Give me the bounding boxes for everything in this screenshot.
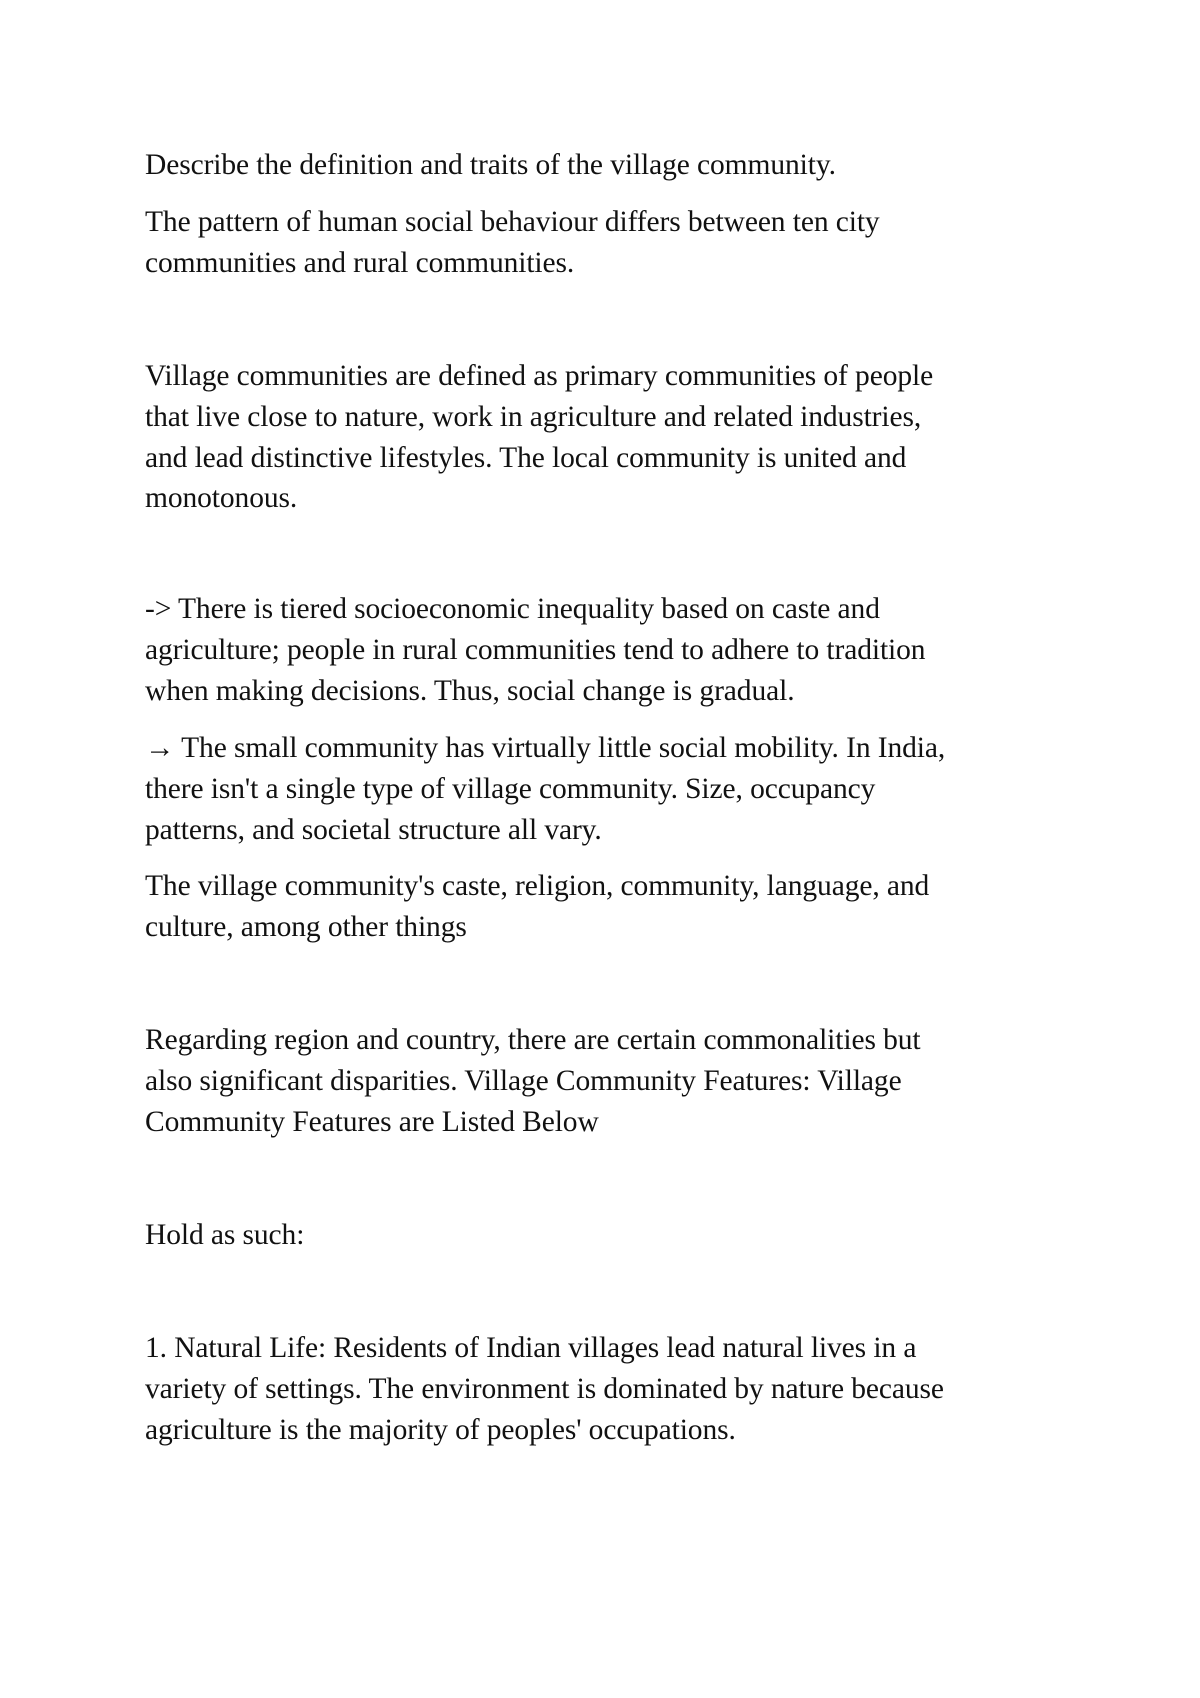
paragraph-inequality: -> There is tiered socioeconomic inequality based on caste and agriculture; people in rural communities tend to adhere to tradition when making decisions. Thus, social change is gradual. (145, 593, 926, 707)
paragraph-hold-as-such: Hold as such: (145, 1219, 305, 1251)
paragraph-definition: Village communities are defined as primary communities of people that live close to nature, work in agriculture and related industries, and lead distinctive lifestyles. The local community is united and monotonous. (145, 360, 934, 515)
list-item-natural-life: 1. Natural Life: Residents of Indian villages lead natural lives in a variety of settings. The environment is dominated by nature because agriculture is the majority of peoples' occupations. (145, 1332, 944, 1446)
document-question: Describe the definition and traits of the village community. (145, 149, 836, 181)
paragraph-mobility: → The small community has virtually little social mobility. In India, there isn't a single type of village community. Size, occupancy patterns, and societal structure all vary. (145, 732, 946, 846)
paragraph-caste-religion: The village community's caste, religion, community, language, and culture, among other things (145, 870, 930, 943)
paragraph-region-features: Regarding region and country, there are certain commonalities but also significant disparities. Village Community Features: Village Community Features are Listed Below (145, 1024, 921, 1138)
paragraph-intro: The pattern of human social behaviour differs between ten city communities and rural communities. (145, 206, 880, 279)
